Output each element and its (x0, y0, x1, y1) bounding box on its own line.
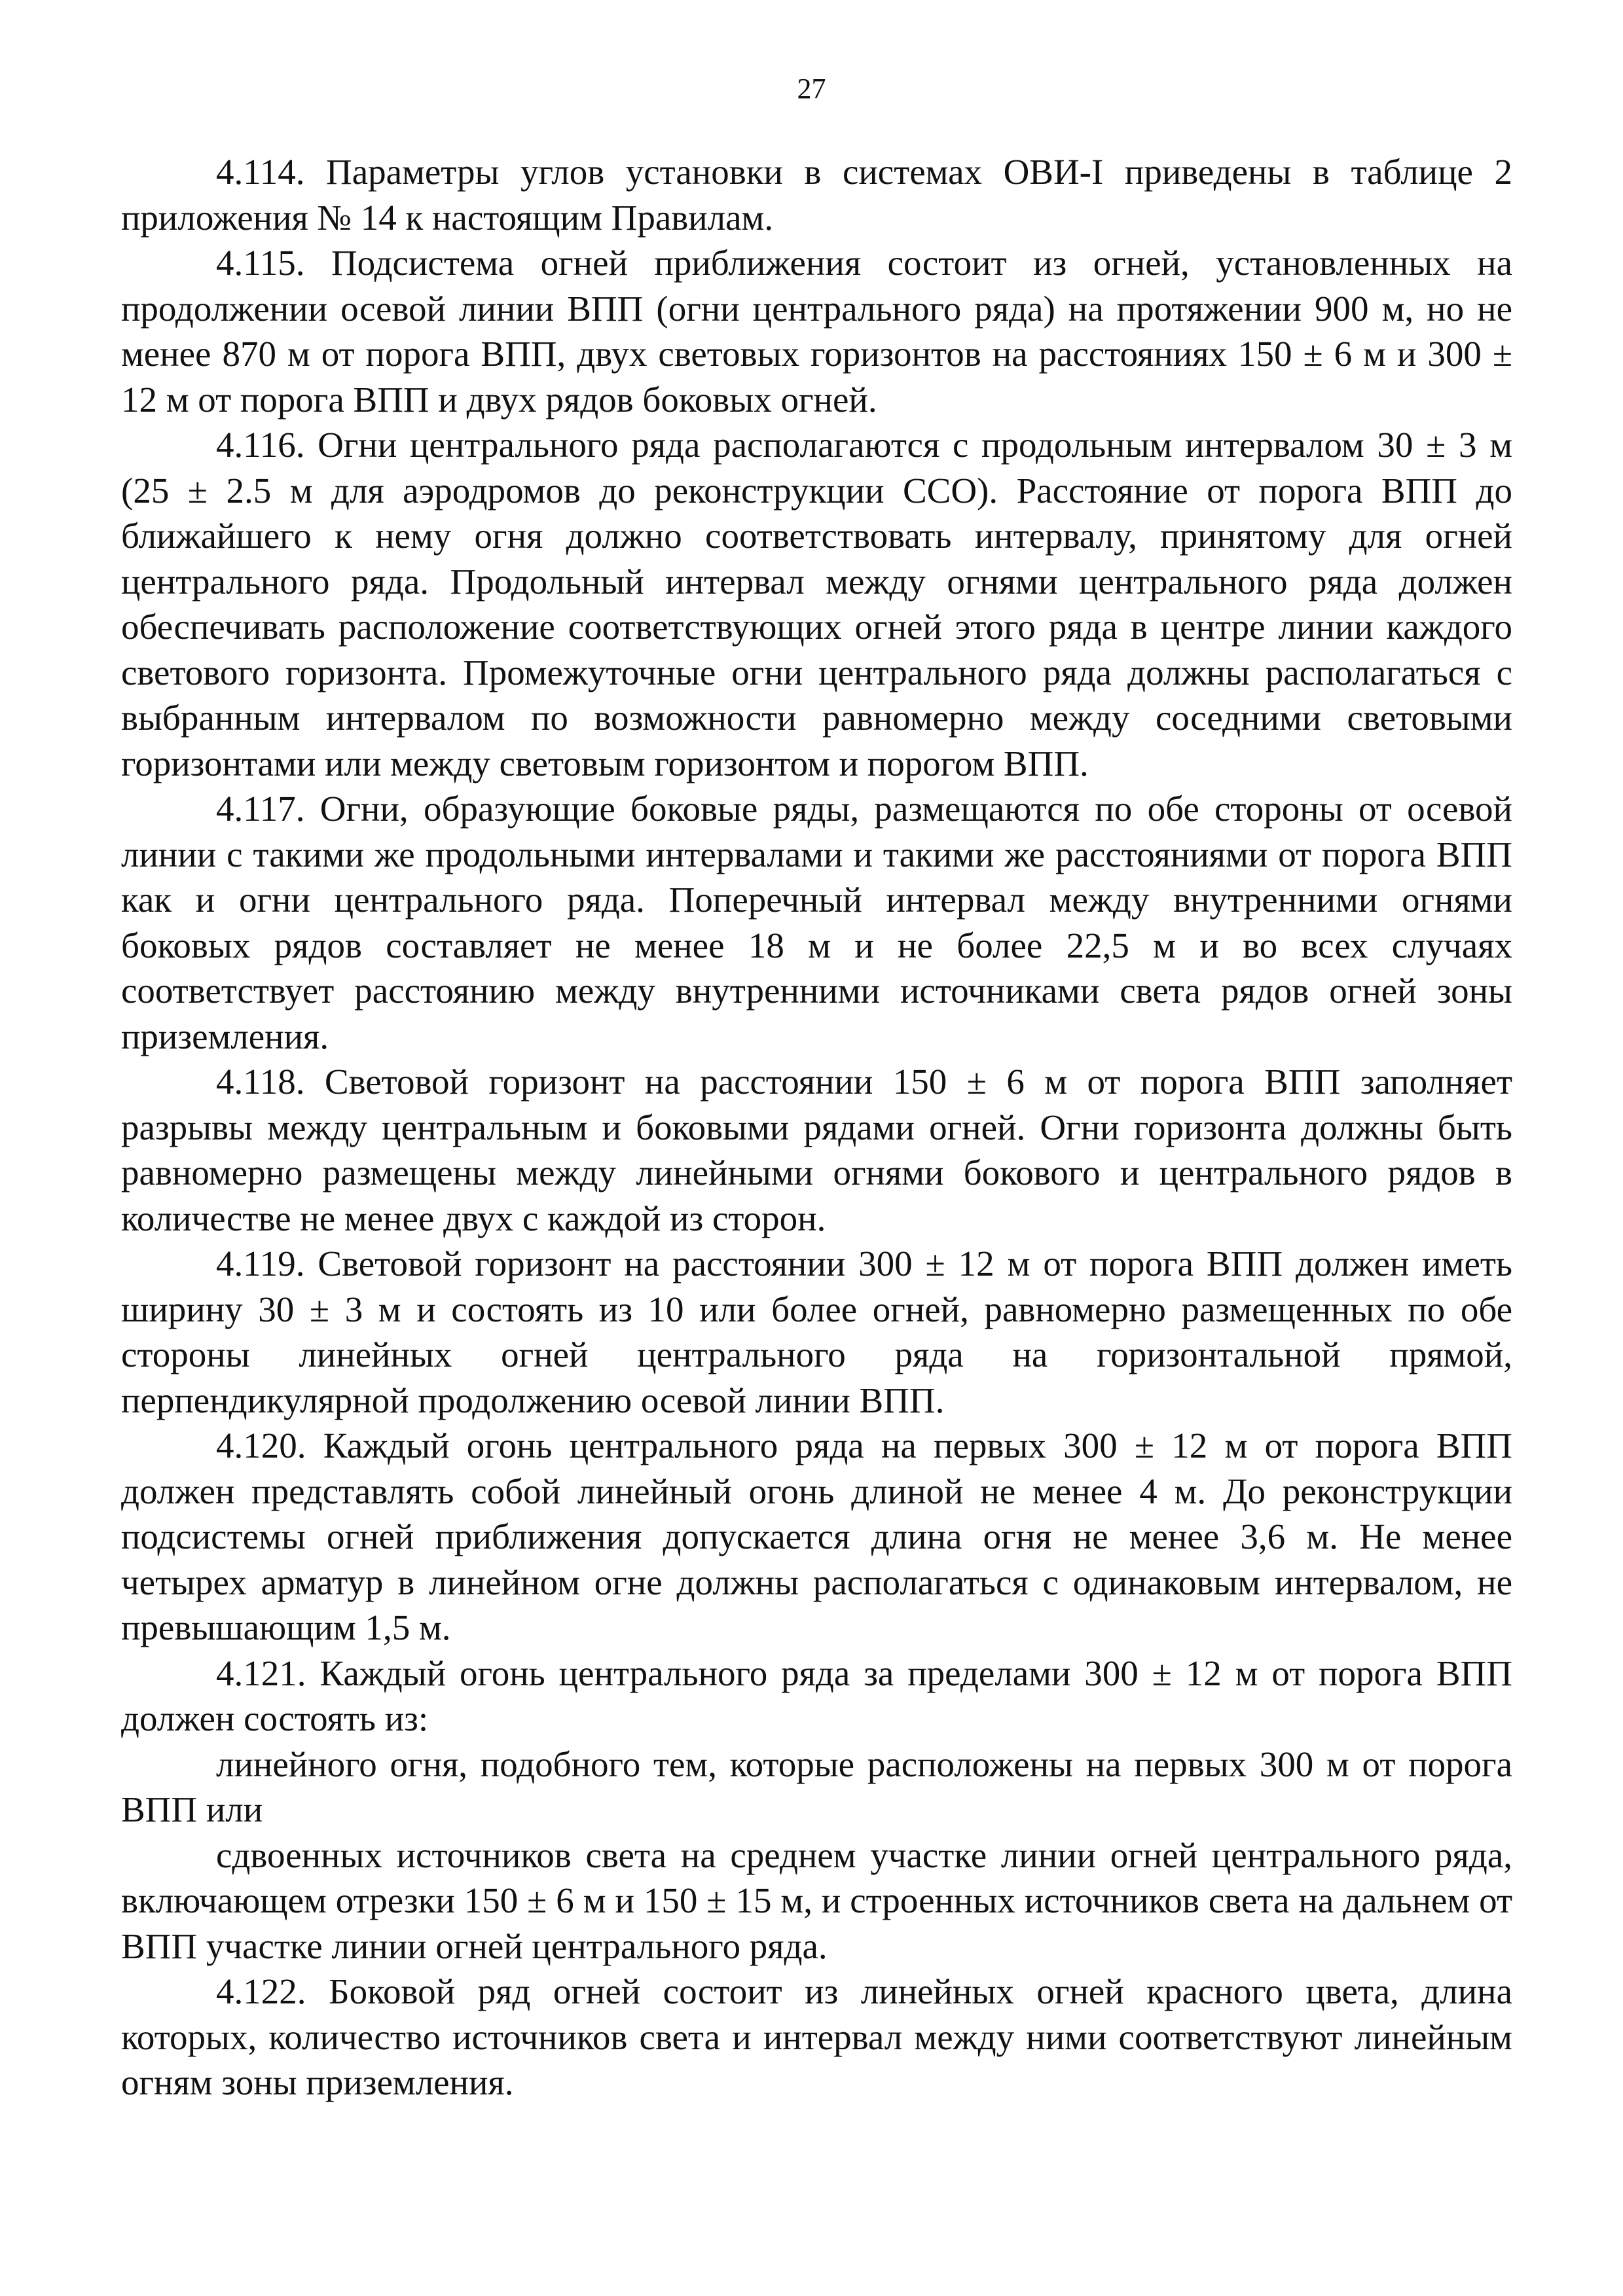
paragraph-4-114: 4.114. Параметры углов установки в системах ОВИ-I приведены в таблице 2 приложения № 14 к настоящим Правилам. (121, 152, 1512, 238)
document-body (121, 149, 1512, 2106)
paragraph-4-115: 4.115. Подсистема огней приближения состоит из огней, установленных на продолжении осевой линии ВПП (огни центрального ряда) на протяжении 900 м, но не менее 870 м от порога ВПП, двух световых горизонтов на расстояниях 150 ± 6 м и 300 ± 12 м от порога ВПП и двух рядов боковых огней. (121, 243, 1512, 420)
paragraph-4-121: 4.121. Каждый огонь центрального ряда за пределами 300 ± 12 м от порога ВПП должен состоять из: (121, 1653, 1512, 1738)
paragraph-4-116: 4.116. Огни центрального ряда располагаются с продольным интервалом 30 ± 3 м (25 ± 2.5 м для аэродромов до реконструкции ССО). Расстояние от порога ВПП до ближайшего к нему огня должно соответствовать интервалу, принятому для огней центрального ряда. Продольный интервал между огнями центрального ряда должен обеспечивать расположение соответствующих огней этого ряда в центре линии каждого светового горизонта. Промежуточные огни центрального ряда должны располагаться с выбранным интервалом по возможности равномерно между соседними световыми горизонтами или между световым горизонтом и порогом ВПП. (121, 425, 1512, 783)
list-item-linear-light: линейного огня, подобного тем, которые расположены на первых 300 м от порога ВПП или (121, 1744, 1512, 1829)
page-number: 27 (797, 73, 826, 105)
paragraph-4-120: 4.120. Каждый огонь центрального ряда на первых 300 ± 12 м от порога ВПП должен представлять собой линейный огонь длиной не менее 4 м. До реконструкции подсистемы огней приближения допускается длина огня не менее 3,6 м. Не менее четырех арматур в линейном огне должны располагаться с одинаковым интервалом, не превышающим 1,5 м. (121, 1426, 1512, 1647)
paragraph-4-118: 4.118. Световой горизонт на расстоянии 150 ± 6 м от порога ВПП заполняет разрывы между центральным и боковыми рядами огней. Огни горизонта должны быть равномерно размещены между линейными огнями бокового и центрального рядов в количестве не менее двух с каждой из сторон. (121, 1062, 1512, 1238)
paragraph-4-119: 4.119. Световой горизонт на расстоянии 300 ± 12 м от порога ВПП должен иметь ширину 30 ± 3 м и состоять из 10 или более огней, равномерно размещенных по обе стороны линейных огней центрального ряда на горизонтальной прямой, перпендикулярной продолжению осевой линии ВПП. (121, 1244, 1512, 1420)
paragraph-4-117: 4.117. Огни, образующие боковые ряды, размещаются по обе стороны от осевой линии с такими же продольными интервалами и такими же расстояниями от порога ВПП как и огни центрального ряда. Поперечный интервал между внутренними огнями боковых рядов составляет не менее 18 м и не более 22,5 м и во всех случаях соответствует расстоянию между внутренними источниками света рядов огней зоны приземления. (121, 789, 1512, 1056)
paragraph-4-122: 4.122. Боковой ряд огней состоит из линейных огней красного цвета, длина которых, количество источников света и интервал между ними соответствуют линейным огням зоны приземления. (121, 1971, 1512, 2102)
list-item-paired-sources: сдвоенных источников света на среднем участке линии огней центрального ряда, включающем отрезки 150 ± 6 м и 150 ± 15 м, и строенных источников света на дальнем от ВПП участке линии огней центрального ряда. (121, 1835, 1512, 1966)
